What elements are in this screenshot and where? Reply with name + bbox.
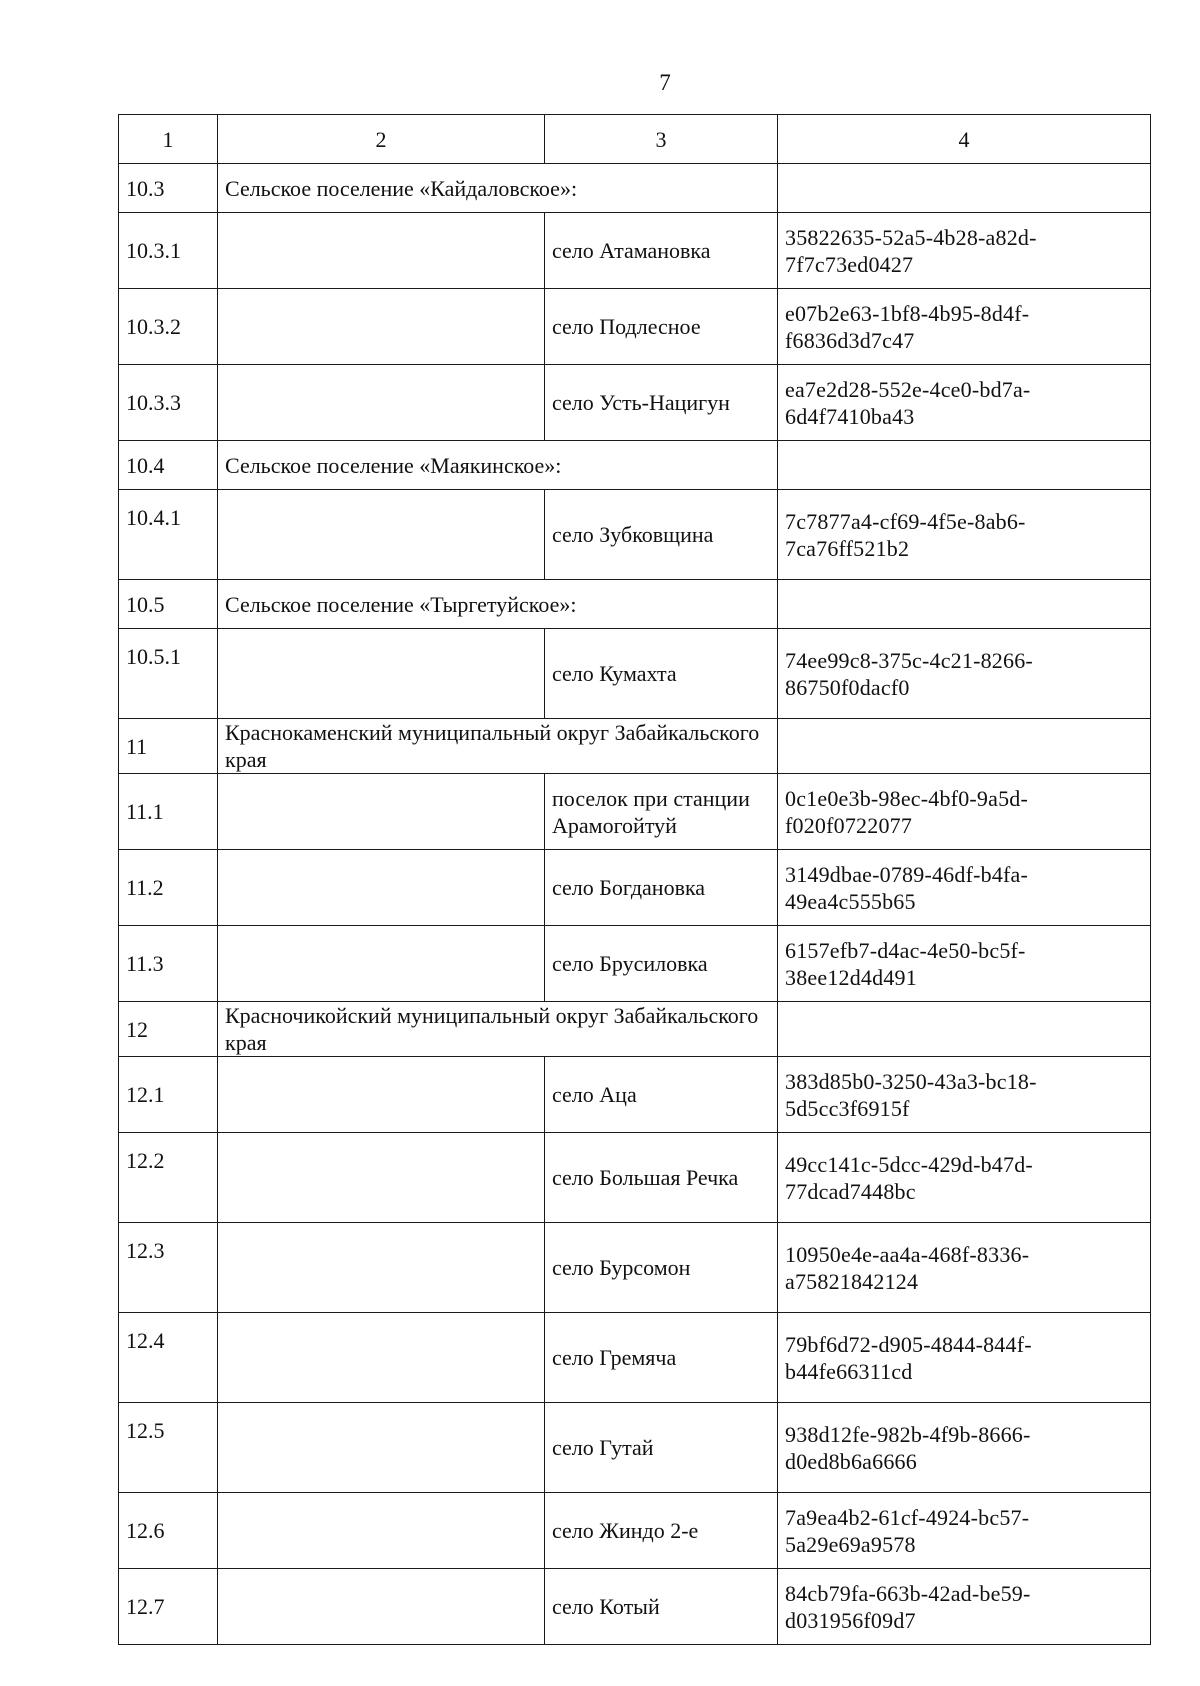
fias-guid: 6157efb7-d4ac-4e50-bc5f-38ee12d4d491 (778, 926, 1151, 1002)
fias-guid: e07b2e63-1bf8-4b95-8d4f-f6836d3d7c47 (778, 289, 1151, 365)
row-code: 11.2 (119, 850, 218, 926)
fias-guid: 938d12fe-982b-4f9b-8666-d0ed8b6a6666 (778, 1403, 1151, 1493)
empty-cell (218, 926, 545, 1002)
table-row (119, 289, 1151, 365)
table-body (119, 115, 1151, 1645)
group-row (119, 719, 1151, 774)
fias-guid: 7a9ea4b2-61cf-4924-bc57-5a29e69a9578 (778, 1493, 1151, 1569)
settlement-name: село Усть-Нацигун (545, 365, 778, 441)
row-code: 12.4 (119, 1313, 218, 1403)
settlement-name: село Кумахта (545, 629, 778, 719)
row-code: 10.3.1 (119, 213, 218, 289)
empty-cell (218, 629, 545, 719)
row-code: 12.3 (119, 1223, 218, 1313)
row-code: 12.5 (119, 1403, 218, 1493)
settlement-name: село Бурсомон (545, 1223, 778, 1313)
row-code: 12.7 (119, 1569, 218, 1645)
empty-cell (218, 1569, 545, 1645)
empty-cell (778, 580, 1151, 629)
row-code: 10.3.2 (119, 289, 218, 365)
group-name: Сельское поселение «Кайдаловское»: (218, 164, 778, 213)
table-row (119, 1223, 1151, 1313)
empty-cell (218, 213, 545, 289)
empty-cell (218, 490, 545, 580)
row-code: 12.6 (119, 1493, 218, 1569)
group-row (119, 1002, 1151, 1057)
empty-cell (218, 1403, 545, 1493)
table-row (119, 850, 1151, 926)
row-code: 11.1 (119, 774, 218, 850)
table-row (119, 1569, 1151, 1645)
fias-guid: ea7e2d28-552e-4ce0-bd7a-6d4f7410ba43 (778, 365, 1151, 441)
row-code: 10.3 (119, 164, 218, 213)
table-row (119, 1313, 1151, 1403)
table-row (119, 926, 1151, 1002)
row-code: 11.3 (119, 926, 218, 1002)
empty-cell (218, 1493, 545, 1569)
empty-cell (218, 1313, 545, 1403)
empty-cell (218, 1133, 545, 1223)
empty-cell (218, 289, 545, 365)
settlement-name: село Аца (545, 1057, 778, 1133)
settlement-name: село Большая Речка (545, 1133, 778, 1223)
settlement-name: село Котый (545, 1569, 778, 1645)
settlement-name: село Гутай (545, 1403, 778, 1493)
fias-guid: 74ee99c8-375c-4c21-8266-86750f0dacf0 (778, 629, 1151, 719)
fias-guid: 35822635-52a5-4b28-a82d-7f7c73ed0427 (778, 213, 1151, 289)
empty-cell (218, 365, 545, 441)
empty-cell (218, 850, 545, 926)
page-number: 7 (659, 70, 671, 95)
column-number-4: 4 (778, 115, 1151, 164)
settlement-name: село Богдановка (545, 850, 778, 926)
row-code: 12.1 (119, 1057, 218, 1133)
column-number-1: 1 (119, 115, 218, 164)
table-row (119, 1493, 1151, 1569)
fias-guid: 10950e4e-aa4a-468f-8336-a75821842124 (778, 1223, 1151, 1313)
fias-guid: 3149dbae-0789-46df-b4fa-49ea4c555b65 (778, 850, 1151, 926)
table-row (119, 629, 1151, 719)
settlement-name: село Подлесное (545, 289, 778, 365)
group-name: Красночикойский муниципальный округ Забайкальского края (218, 1002, 778, 1057)
fias-guid: 79bf6d72-d905-4844-844f-b44fe66311cd (778, 1313, 1151, 1403)
fias-guid: 7c7877a4-cf69-4f5e-8ab6-7ca76ff521b2 (778, 490, 1151, 580)
group-row (119, 164, 1151, 213)
settlements-table (118, 114, 1151, 1645)
settlement-name: село Гремяча (545, 1313, 778, 1403)
table-row (119, 1057, 1151, 1133)
row-code: 11 (119, 719, 218, 774)
row-code: 10.5.1 (119, 629, 218, 719)
table-row (119, 490, 1151, 580)
row-code: 12.2 (119, 1133, 218, 1223)
row-code: 10.3.3 (119, 365, 218, 441)
group-row (119, 441, 1151, 490)
row-code: 12 (119, 1002, 218, 1057)
empty-cell (778, 164, 1151, 213)
empty-cell (778, 441, 1151, 490)
settlement-name: поселок при станции Арамогойтуй (545, 774, 778, 850)
empty-cell (218, 1057, 545, 1133)
fias-guid: 0c1e0e3b-98ec-4bf0-9a5d-f020f0722077 (778, 774, 1151, 850)
empty-cell (778, 719, 1151, 774)
table-row (119, 774, 1151, 850)
table-header-row (119, 115, 1151, 164)
group-row (119, 580, 1151, 629)
group-name: Сельское поселение «Маякинское»: (218, 441, 778, 490)
table-row (119, 1133, 1151, 1223)
settlement-name: село Атамановка (545, 213, 778, 289)
row-code: 10.5 (119, 580, 218, 629)
empty-cell (778, 1002, 1151, 1057)
group-name: Краснокаменский муниципальный округ Забайкальского края (218, 719, 778, 774)
group-name: Сельское поселение «Тыргетуйское»: (218, 580, 778, 629)
fias-guid: 49cc141c-5dcc-429d-b47d-77dcad7448bc (778, 1133, 1151, 1223)
table-row (119, 1403, 1151, 1493)
fias-guid: 84cb79fa-663b-42ad-be59-d031956f09d7 (778, 1569, 1151, 1645)
settlement-name: село Зубковщина (545, 490, 778, 580)
fias-guid: 383d85b0-3250-43a3-bc18-5d5cc3f6915f (778, 1057, 1151, 1133)
row-code: 10.4 (119, 441, 218, 490)
column-number-2: 2 (218, 115, 545, 164)
settlement-name: село Брусиловка (545, 926, 778, 1002)
column-number-3: 3 (545, 115, 778, 164)
table-row (119, 213, 1151, 289)
row-code: 10.4.1 (119, 490, 218, 580)
empty-cell (218, 1223, 545, 1313)
settlement-name: село Жиндо 2-е (545, 1493, 778, 1569)
table-row (119, 365, 1151, 441)
empty-cell (218, 774, 545, 850)
